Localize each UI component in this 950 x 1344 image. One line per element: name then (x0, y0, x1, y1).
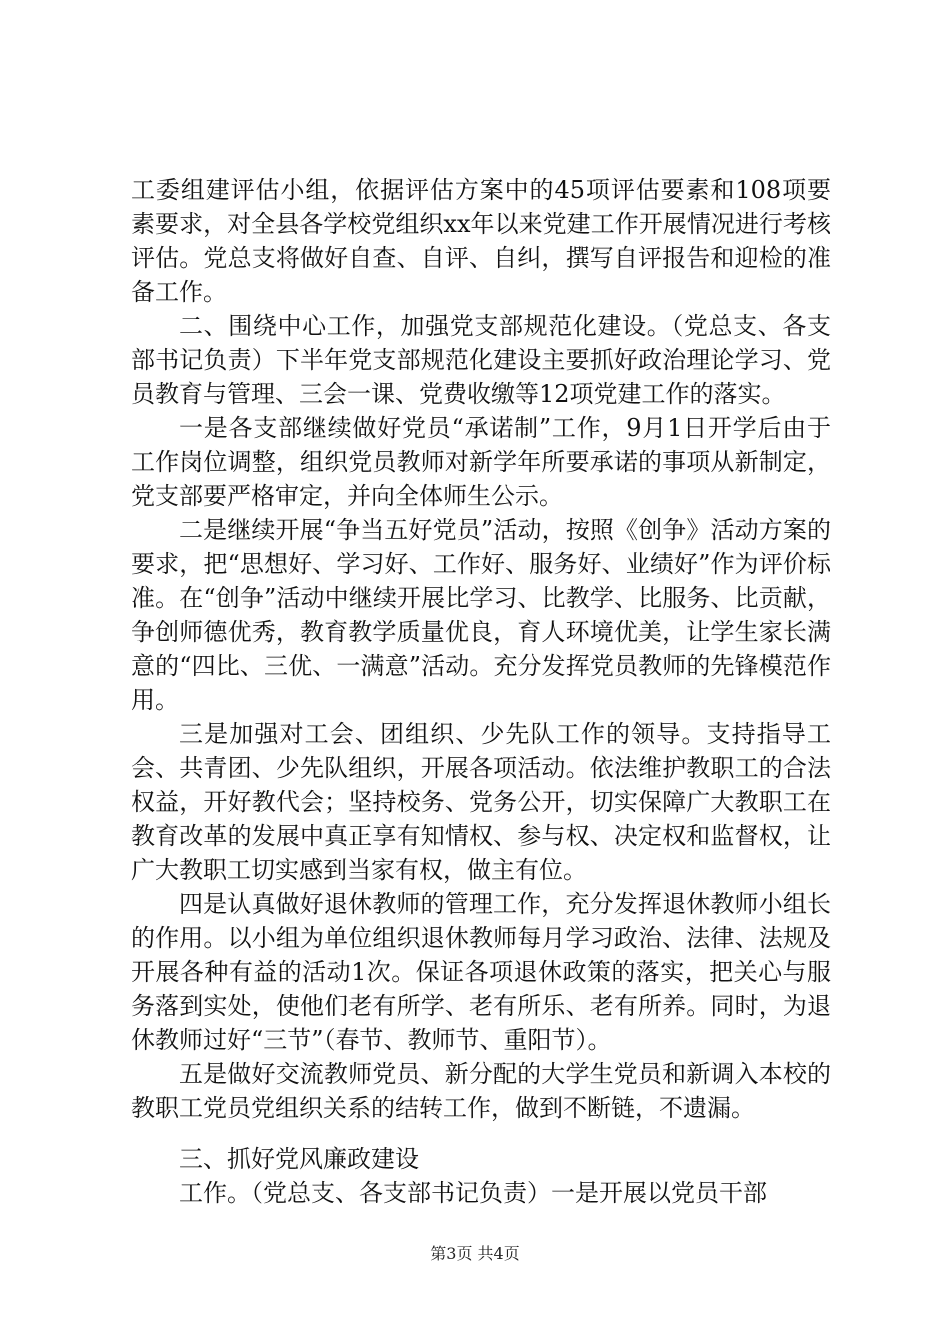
paragraph-item-five: 五是做好交流教师党员、新分配的大学生党员和新调入本校的教职工党员党组织关系的结转工作，做到不断链，不遗漏。 (131, 1060, 831, 1122)
page-number-label: 第3页 共4页 (430, 1244, 520, 1263)
document-body (131, 173, 831, 1210)
paragraph-continuation: 工委组建评估小组，依据评估方案中的45项评估要素和108项要素要求，对全县各学校党组织xx年以来党建工作开展情况进行考核评估。党总支将做好自查、自评、自纠，撰写自评报告和迎检的准备工作。 (131, 176, 831, 306)
section-heading-three: 三、抓好党风廉政建设 (179, 1145, 419, 1173)
paragraph-item-two: 二是继续开展“争当五好党员”活动，按照《创争》活动方案的要求，把“思想好、学习好、工作好、服务好、业绩好”作为评价标准。在“创争”活动中继续开展比学习、比教学、比服务、比贡献，争创师德优秀，教育教学质量优良，育人环境优美，让学生家长满意的“四比、三优、一满意”活动。充分发挥党员教师的先锋模范作用。 (131, 516, 831, 714)
paragraph-item-one: 一是各支部继续做好党员“承诺制”工作，9月1日开学后由于工作岗位调整，组织党员教师对新学年所要承诺的事项从新制定，党支部要严格审定，并向全体师生公示。 (131, 414, 831, 510)
paragraph-section-two: 二、围绕中心工作，加强党支部规范化建设。（党总支、各支部书记负责）下半年党支部规范化建设主要抓好政治理论学习、党员教育与管理、三会一课、党费收缴等12项党建工作的落实。 (131, 312, 831, 408)
paragraph-section-three: 工作。（党总支、各支部书记负责）一是开展以党员干部 (179, 1179, 767, 1207)
page-footer (0, 1243, 950, 1265)
paragraph-item-four: 四是认真做好退休教师的管理工作，充分发挥退休教师小组长的作用。以小组为单位组织退休教师每月学习政治、法律、法规及开展各种有益的活动1次。保证各项退休政策的落实，把关心与服务落到实处，使他们老有所学、老有所乐、老有所养。同时，为退休教师过好“三节”（春节、教师节、重阳节）。 (131, 890, 831, 1054)
paragraph-item-three: 三是加强对工会、团组织、少先队工作的领导。支持指导工会、共青团、少先队组织，开展各项活动。依法维护教职工的合法权益，开好教代会；坚持校务、党务公开，切实保障广大教职工在教育改革的发展中真正享有知情权、参与权、决定权和监督权，让广大教职工切实感到当家有权，做主有位。 (131, 720, 831, 884)
